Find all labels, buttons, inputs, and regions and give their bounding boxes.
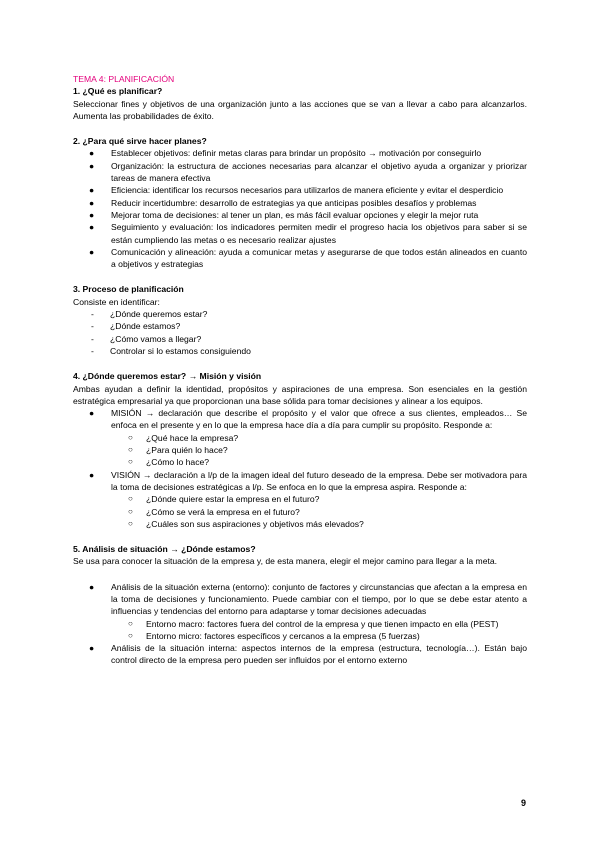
section-5-list: [73, 581, 527, 618]
section-3-heading: 3. Proceso de planificación: [73, 284, 184, 295]
circle-bullet-icon: ○: [128, 457, 133, 467]
circle-bullet-icon: ○: [128, 618, 133, 628]
document-page: [73, 73, 527, 667]
circle-bullet-icon: ○: [128, 630, 133, 640]
page-number: 9: [521, 798, 527, 808]
list-item: - ¿Cómo vamos a llegar?: [91, 333, 202, 344]
mision-sublist: [73, 432, 527, 469]
list-item: ○ ¿Cómo se verá la empresa en el futuro?: [128, 506, 300, 517]
list-item: ● Reducir incertidumbre: desarrollo de estrategias ya que anticipas posibles desafíos y problemas: [89, 197, 477, 208]
dash-icon: -: [91, 309, 94, 320]
list-item: ○ ¿Cómo lo hace?: [128, 457, 210, 468]
circle-bullet-icon: ○: [128, 494, 133, 504]
section-3-list: [73, 308, 527, 357]
section-5-list-2: [73, 642, 527, 667]
circle-bullet-icon: ○: [128, 518, 133, 528]
list-item: ○ Entorno micro: factores específicos y cercanos a la empresa (5 fuerzas): [128, 630, 420, 641]
list-item: ● Organización: la estructura de acciones necesarias para alcanzar el objetivo ayuda a organizar y priorizar tareas de manera efectiva: [89, 160, 527, 184]
list-item: ○ ¿Dónde quiere estar la empresa en el futuro?: [128, 494, 320, 505]
list-item: ● Mejorar toma de decisiones: al tener un plan, es más fácil evaluar opciones y elegir la mejor ruta: [89, 209, 479, 220]
vision-item: ● VISIÓN → declaración a l/p de la imagen ideal del futuro deseado de la empresa. Debe ser motivadora para la toma de decisiones estratégicas a l/p. Se enfoca en lo que la empresa aspira. Responde a:: [89, 469, 527, 492]
section-2-heading: 2. ¿Para qué sirve hacer planes?: [73, 136, 207, 147]
bullet-icon: ●: [89, 222, 95, 233]
bullet-icon: ●: [89, 148, 95, 159]
bullet-icon: ●: [89, 581, 95, 592]
section-4-list-2: [73, 469, 527, 494]
section-4-text: Ambas ayudan a definir la identidad, propósitos y aspiraciones de una empresa. Son esenciales en la gestión estratégica empresarial ya que proporcionan una base sólida para tomar decisiones y alinear a los equipos.: [73, 383, 527, 406]
vision-sublist: [73, 493, 527, 530]
section-5-text: Se usa para conocer la situación de la empresa y, de esta manera, elegir el mejor camino para llegar a la meta.: [73, 556, 498, 567]
circle-bullet-icon: ○: [128, 445, 133, 455]
list-item: ● Seguimiento y evaluación: los indicadores permiten medir el progreso hacia los objetivos para saber si se están cumpliendo las metas o es necesario realizar ajustes: [89, 222, 527, 245]
bullet-icon: ●: [89, 209, 95, 220]
section-2-list: [73, 147, 527, 270]
interna-item: ● Análisis de la situación interna: aspectos internos de la empresa (estructura, tecnología…). Están bajo control directo de la empresa pero pueden ser influidos por el entorno externo: [89, 643, 527, 666]
list-item: ● Comunicación y alineación: ayuda a comunicar metas y asegurarse de que todos están alineados en cuanto a objetivos y estrategias: [89, 246, 527, 270]
dash-icon: -: [91, 345, 94, 356]
list-item: - Controlar si lo estamos consiguiendo: [91, 345, 251, 356]
bullet-icon: ●: [89, 246, 95, 257]
externa-item: ● Análisis de la situación externa (entorno): conjunto de factores y circunstancias que afectan a la empresa en la toma de decisiones y funcionamiento. Puede cambiar con el tiempo, por lo que se debe estar atento a influencias y tendencias del entorno para adaptarse y tomar decisiones adecuadas: [89, 581, 527, 617]
section-4-list: [73, 407, 527, 432]
mision-item: ● MISIÓN → declaración que describe el propósito y el valor que ofrece a sus clientes, empleados… Se enfoca en el presente y en lo que la empresa hace día a día para cumplir su propósito. Responde a:: [89, 408, 527, 431]
section-1-text: Seleccionar fines y objetivos de una organización junto a las acciones que se van a llevar a cabo para alcanzarlos. Aumenta las probabilidades de éxito.: [73, 98, 527, 121]
circle-bullet-icon: ○: [128, 506, 133, 516]
bullet-icon: ●: [89, 197, 95, 208]
section-5-heading: 5. Análisis de situación → ¿Dónde estamos?: [73, 544, 256, 555]
circle-bullet-icon: ○: [128, 432, 133, 442]
list-item: ○ ¿Qué hace la empresa?: [128, 432, 239, 443]
list-item: ● Eficiencia: identificar los recursos necesarios para utilizarlos de manera eficiente y evitar el desperdicio: [89, 185, 504, 196]
topic-title: TEMA 4: PLANIFICACIÓN: [73, 74, 175, 84]
list-item: ○ Entorno macro: factores fuera del control de la empresa y que tienen impacto en ella (PEST): [128, 618, 499, 629]
bullet-icon: ●: [89, 643, 95, 654]
section-3-intro: Consiste en identificar:: [73, 296, 160, 307]
bullet-icon: ●: [89, 469, 95, 480]
dash-icon: -: [91, 333, 94, 344]
list-item: ● Establecer objetivos: definir metas claras para brindar un propósito → motivación por conseguirlo: [89, 148, 482, 159]
dash-icon: -: [91, 321, 94, 332]
bullet-icon: ●: [89, 408, 95, 419]
externa-sublist: [73, 618, 527, 643]
list-item: ○ ¿Para quién lo hace?: [128, 445, 228, 456]
section-1-heading: 1. ¿Qué es planificar?: [73, 86, 163, 97]
section-4-heading: 4. ¿Dónde queremos estar? → Misión y visión: [73, 371, 262, 382]
list-item: ○ ¿Cuáles son sus aspiraciones y objetivos más elevados?: [128, 518, 364, 529]
bullet-icon: ●: [89, 160, 95, 171]
bullet-icon: ●: [89, 185, 95, 196]
list-item: - ¿Dónde queremos estar?: [91, 309, 208, 320]
list-item: - ¿Dónde estamos?: [91, 321, 181, 332]
